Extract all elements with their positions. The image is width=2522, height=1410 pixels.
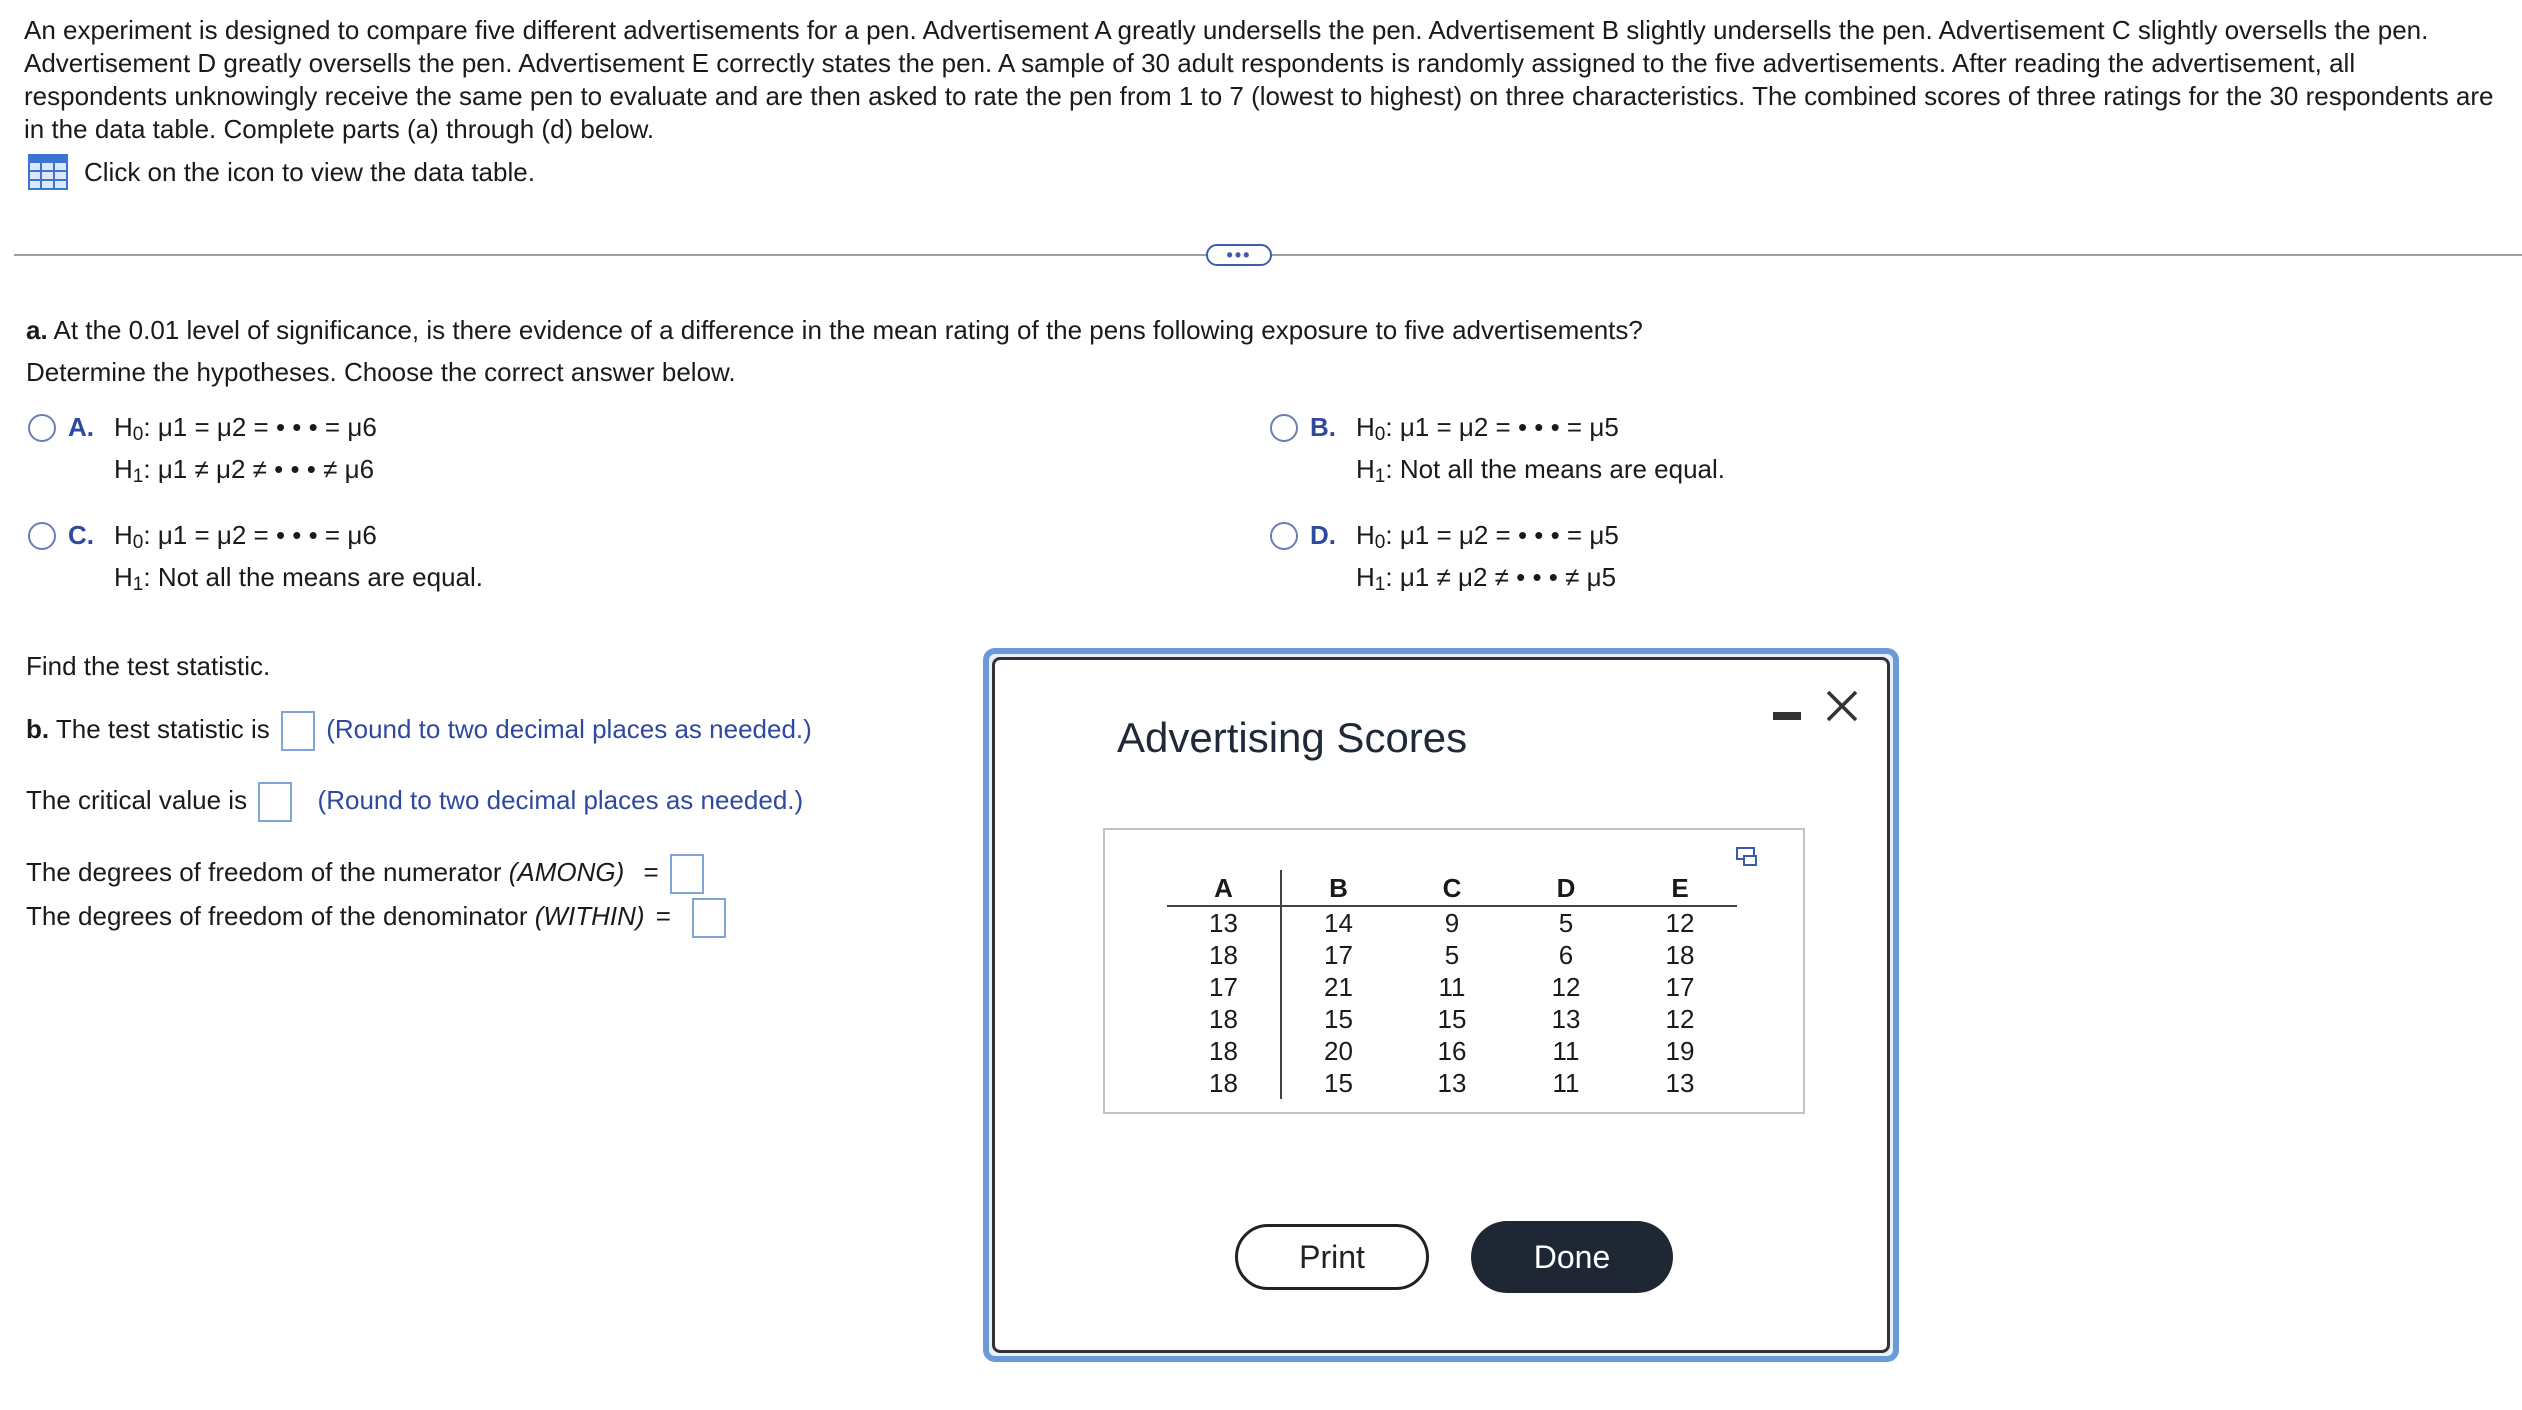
option-c-radio[interactable] — [28, 522, 56, 550]
part-a-question — [26, 314, 1643, 346]
table-header-row — [1167, 870, 1737, 906]
part-a-instruction: Determine the hypotheses. Choose the correct answer below. — [26, 357, 736, 387]
table-cell: 13 — [1167, 906, 1281, 939]
part-b-hint: (Round to two decimal places as needed.) — [326, 713, 812, 744]
option-b-body — [1356, 406, 1725, 490]
option-d-h0: $H_0$: μ1 = μ2 = • • • = μ5 — [1356, 520, 1619, 553]
option-c-h0: $H_0$: μ1 = μ2 = • • • = μ6 — [114, 520, 377, 553]
table-cell: 19 — [1665, 1036, 1695, 1066]
option-d-letter: D. — [1310, 520, 1336, 550]
table-cell: 5 — [1558, 908, 1574, 938]
option-c-letter: C. — [68, 520, 94, 550]
find-test-statistic: Find the test statistic. — [26, 651, 271, 681]
df-denominator-term: (WITHIN) — [534, 900, 645, 931]
df-numerator-equals: = — [643, 856, 659, 887]
part-a-text: At the 0.01 level of significance, is there evidence of a difference in the mean rating of the pens following exposure to five advertisements? — [53, 315, 1643, 345]
option-b-h1-text: Not all the means are equal. — [1399, 454, 1726, 484]
table-cell: 18 — [1167, 1067, 1281, 1099]
df-denominator-prefix: The degrees of freedom of the denominator — [26, 900, 528, 931]
table-cell: 17 — [1665, 972, 1695, 1002]
table-row — [1167, 939, 1737, 971]
table-cell: 13 — [1437, 1068, 1467, 1098]
table-cell: 9 — [1444, 908, 1460, 938]
critical-value-row — [26, 782, 803, 822]
option-b-h0-text: μ1 = μ2 = • • • = μ5 — [1399, 412, 1619, 442]
df-numerator-input[interactable] — [670, 854, 704, 894]
table-cell: 15 — [1324, 1068, 1353, 1098]
option-c-h1-text: Not all the means are equal. — [157, 562, 484, 592]
option-a[interactable] — [28, 406, 728, 496]
option-b-h0: $H_0$: μ1 = μ2 = • • • = μ5 — [1356, 412, 1619, 445]
data-table-link-text[interactable]: Click on the icon to view the data table. — [84, 156, 535, 187]
df-denominator-equals: = — [655, 900, 671, 931]
option-a-radio[interactable] — [28, 414, 56, 442]
minimize-icon[interactable] — [1773, 712, 1801, 720]
critical-value-prefix: The critical value is — [26, 784, 248, 815]
table-cell: 18 — [1167, 1035, 1281, 1067]
table-cell: 15 — [1324, 1004, 1353, 1034]
table-cell: 14 — [1324, 908, 1353, 938]
df-numerator-term: (AMONG) — [508, 856, 625, 887]
option-d[interactable] — [1270, 514, 2170, 604]
table-cell: 5 — [1444, 940, 1460, 970]
part-a-label: a. — [26, 315, 48, 345]
column-header: A — [1167, 870, 1281, 906]
column-header: C — [1395, 870, 1509, 906]
table-cell: 12 — [1551, 972, 1581, 1002]
option-d-radio[interactable] — [1270, 522, 1298, 550]
table-cell: 21 — [1324, 972, 1353, 1002]
df-numerator-prefix: The degrees of freedom of the numerator — [26, 856, 502, 887]
table-row — [1167, 1067, 1737, 1099]
option-a-h1: $H_1$: μ1 ≠ μ2 ≠ • • • ≠ μ6 — [114, 454, 375, 487]
table-cell: 15 — [1437, 1004, 1467, 1034]
option-c-h0-text: μ1 = μ2 = • • • = μ6 — [157, 520, 377, 550]
table-cell: 18 — [1665, 940, 1695, 970]
problem-intro: An experiment is designed to compare five different advertisements for a pen. Advertisement A greatly undersells the pen. Advertisement B slightly undersells the pen. Advertisement C slightly oversells the pen. Advertisement D greatly oversells the pen. Advertisement E correctly states the pen. A sample of 30 adult respondents is randomly assigned to the five advertisements. After reading the advertisement, all respondents unknowingly receive the same pen to evaluate and are then asked to rate the pen from 1 to 7 (lowest to highest) on three characteristics. The combined scores of three ratings for the 30 respondents are in the data table. Complete parts (a) through (d) below. — [24, 15, 2494, 144]
table-cell: 13 — [1551, 1004, 1581, 1034]
print-button[interactable]: Print — [1235, 1224, 1429, 1290]
table-cell: 20 — [1324, 1036, 1353, 1066]
table-row — [1167, 1003, 1737, 1035]
table-cell: 17 — [1167, 971, 1281, 1003]
option-d-h0-text: μ1 = μ2 = • • • = μ5 — [1399, 520, 1619, 550]
option-b[interactable] — [1270, 406, 2170, 496]
part-b-prefix: The test statistic is — [55, 713, 270, 744]
dialog-title: Advertising Scores — [1117, 714, 1468, 761]
column-header: D — [1509, 870, 1623, 906]
table-cell: 11 — [1438, 972, 1466, 1002]
option-b-h1: $H_1$: Not all the means are equal. — [1356, 454, 1726, 487]
option-a-h0-text: μ1 = μ2 = • • • = μ6 — [157, 412, 377, 442]
table-cell: 18 — [1167, 1003, 1281, 1035]
table-row — [1167, 1035, 1737, 1067]
table-cell: 12 — [1665, 1004, 1695, 1034]
data-table-dialog-body — [992, 657, 1890, 1353]
option-a-letter: A. — [68, 412, 94, 442]
part-b-label: b. — [26, 713, 50, 744]
table-cell: 17 — [1324, 940, 1353, 970]
df-denominator-row — [26, 898, 730, 938]
df-numerator-row — [26, 854, 708, 894]
table-cell: 6 — [1558, 940, 1574, 970]
option-a-body — [114, 406, 377, 490]
column-header: E — [1623, 870, 1737, 906]
table-cell: 12 — [1665, 908, 1695, 938]
table-cell: 11 — [1552, 1068, 1580, 1098]
option-d-h1: $H_1$: μ1 ≠ μ2 ≠ • • • ≠ μ5 — [1356, 562, 1617, 595]
table-cell: 18 — [1167, 939, 1281, 971]
table-cell: 11 — [1552, 1036, 1580, 1066]
close-icon[interactable] — [1824, 688, 1860, 724]
data-table-icon[interactable] — [28, 154, 68, 190]
copy-table-icon[interactable] — [1735, 846, 1759, 868]
data-table-dialog — [983, 648, 1899, 1362]
critical-value-input[interactable] — [258, 782, 292, 822]
option-d-h1-text: μ1 ≠ μ2 ≠ • • • ≠ μ5 — [1399, 562, 1617, 592]
critical-value-hint: (Round to two decimal places as needed.) — [317, 784, 804, 815]
option-c-body — [114, 514, 483, 598]
option-a-h1-text: μ1 ≠ μ2 ≠ • • • ≠ μ6 — [157, 454, 375, 484]
option-c-h1: $H_1$: Not all the means are equal. — [114, 562, 484, 595]
option-b-letter: B. — [1310, 412, 1336, 442]
table-cell: 16 — [1437, 1036, 1467, 1066]
part-b-row — [26, 711, 812, 751]
table-cell: 13 — [1665, 1068, 1695, 1098]
test-statistic-input[interactable] — [281, 711, 315, 751]
scores-table-container — [1103, 828, 1805, 1114]
option-b-radio[interactable] — [1270, 414, 1298, 442]
data-table-link[interactable] — [28, 154, 535, 190]
table-row — [1167, 906, 1737, 939]
table-row — [1167, 971, 1737, 1003]
scores-table — [1167, 870, 1737, 1099]
option-d-body — [1356, 514, 1619, 598]
option-a-h0: $H_0$: μ1 = μ2 = • • • = μ6 — [114, 412, 377, 445]
df-denominator-input[interactable] — [692, 898, 726, 938]
expand-more-button[interactable]: ••• — [1206, 244, 1272, 266]
column-header: B — [1281, 870, 1395, 906]
option-c[interactable] — [28, 514, 728, 604]
done-button[interactable]: Done — [1471, 1221, 1673, 1293]
